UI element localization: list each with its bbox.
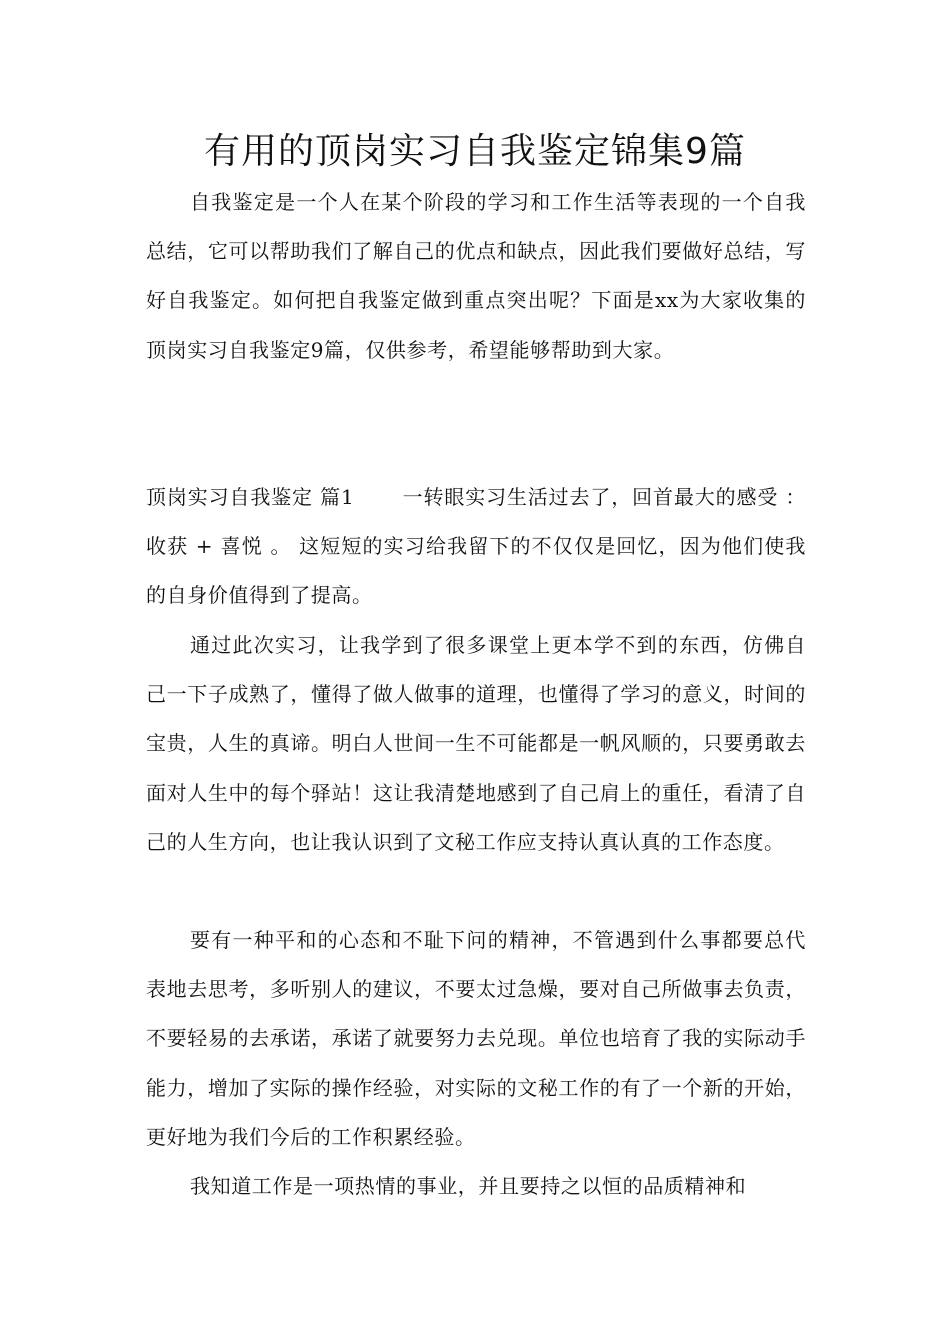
section-1-lead-text: 一转眼实习生活过去了，回首最大的感受 ： 收获 + 喜悦 。 这短短的实习给我留下的不仅仅是回忆，因为他们使我的自身价值得到了提高。 [146, 485, 807, 608]
section-1-paragraph [146, 473, 806, 621]
body-paragraph-1: 通过此次实习，让我学到了很多课堂上更本学不到的东西，仿佛自己一下子成熟了，懂得了做人做事的道理，也懂得了学习的意义，时间的宝贵，人生的真谛。明白人世间一生不可能都是一帆风顺的，只要勇敢去面对人生中的每个驿站！这让我清楚地感到了自己肩上的重任，看清了自己的人生方向，也让我认识到了文秘工作应支持认真认真的工作态度。 [146, 633, 806, 854]
document-title: 有用的顶岗实习自我鉴定锦集9篇 [204, 131, 746, 172]
intro-paragraph: 自我鉴定是一个人在某个阶段的学习和工作生活等表现的一个自我总结，它可以帮助我们了解自己的优点和缺点，因此我们要做好总结，写好自我鉴定。如何把自我鉴定做到重点突出呢？下面是xx为大家收集的顶岗实习自我鉴定9篇，仅供参考，希望能够帮助到大家。 [146, 190, 806, 362]
body-paragraph-3: 我知道工作是一项热情的事业，并且要持之以恒的品质精神和 [190, 1174, 747, 1198]
body-paragraph-2: 要有一种平和的心态和不耻下问的精神，不管遇到什么事都要总代表地去思考，多听别人的建议，不要太过急燥，要对自己所做事去负责，不要轻易的去承诺，承诺了就要努力去兑现。单位也培育了我的实际动手能力，增加了实际的操作经验，对实际的文秘工作的有了一个新的开始，更好地为我们今后的工作积累经验。 [146, 928, 806, 1149]
section-1-heading: 顶岗实习自我鉴定 篇1 [146, 485, 355, 509]
